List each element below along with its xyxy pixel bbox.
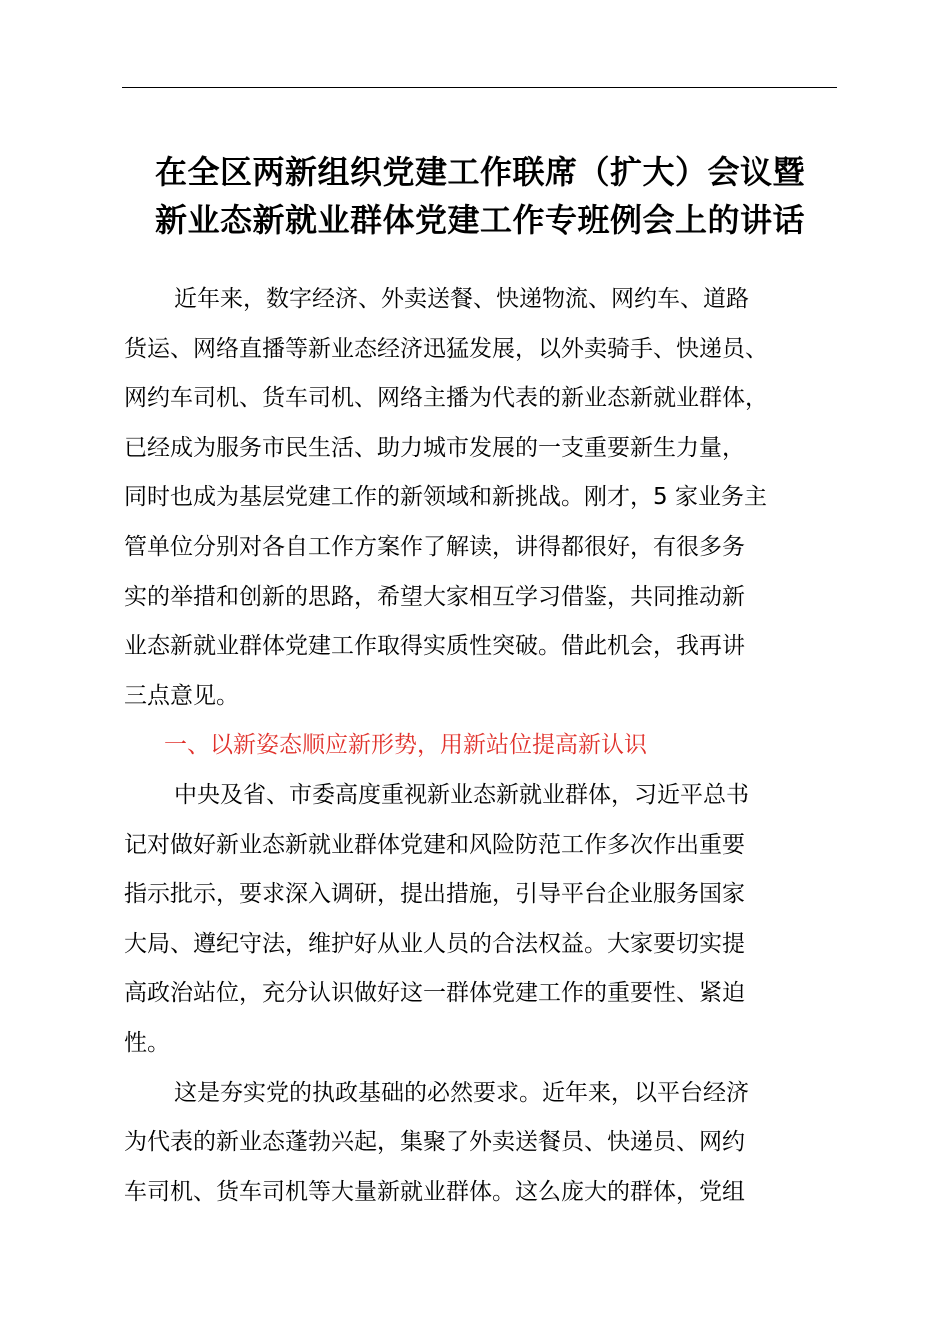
paragraph-line: 实的举措和创新的思路，希望大家相互学习借鉴，共同推动新 xyxy=(124,583,745,610)
paragraph-line: 这是夯实党的执政基础的必然要求。近年来，以平台经济 xyxy=(174,1079,749,1106)
paragraph-line: 为代表的新业态蓬勃兴起，集聚了外卖送餐员、快递员、网约 xyxy=(124,1129,745,1156)
paragraph-line: 记对做好新业态新就业群体党建和风险防范工作多次作出重要 xyxy=(124,831,745,858)
paragraph-line: 货运、网络直播等新业态经济迅猛发展，以外卖骑手、快递员、 xyxy=(124,335,768,362)
header-rule xyxy=(122,87,837,88)
title-line-1: 在全区两新组织党建工作联席（扩大）会议暨 xyxy=(154,153,805,191)
document-body xyxy=(124,275,839,1217)
paragraph-line: 业态新就业群体党建工作取得实质性突破。借此机会，我再讲 xyxy=(124,633,745,660)
paragraph-line: 车司机、货车司机等大量新就业群体。这么庞大的群体，党组 xyxy=(124,1178,745,1205)
paragraph-line: 网约车司机、货车司机、网络主播为代表的新业态新就业群体， xyxy=(124,385,768,412)
paragraph-line: 性。 xyxy=(124,1029,170,1056)
paragraph-line: 近年来，数字经济、外卖送餐、快递物流、网约车、道路 xyxy=(174,286,749,312)
section-heading: 一、以新姿态顺应新形势，用新站位提高新认识 xyxy=(164,732,647,759)
title-line-2: 新业态新就业群体党建工作专班例会上的讲话 xyxy=(154,201,805,239)
paragraph-line: 已经成为服务市民生活、助力城市发展的一支重要新生力量， xyxy=(124,434,745,461)
document-title xyxy=(100,148,860,244)
paragraph-line: 管单位分别对各自工作方案作了解读，讲得都很好，有很多务 xyxy=(124,533,745,560)
paragraph-line: 同时也成为基层党建工作的新领域和新挑战。刚才，5 家业务主 xyxy=(124,484,767,511)
paragraph-line: 三点意见。 xyxy=(124,682,239,709)
paragraph-line: 中央及省、市委高度重视新业态新就业群体，习近平总书 xyxy=(174,781,749,808)
paragraph-line: 高政治站位，充分认识做好这一群体党建工作的重要性、紧迫 xyxy=(124,980,745,1007)
paragraph-line: 指示批示，要求深入调研，提出措施，引导平台企业服务国家 xyxy=(124,881,745,908)
paragraph-line: 大局、遵纪守法，维护好从业人员的合法权益。大家要切实提 xyxy=(124,930,745,957)
